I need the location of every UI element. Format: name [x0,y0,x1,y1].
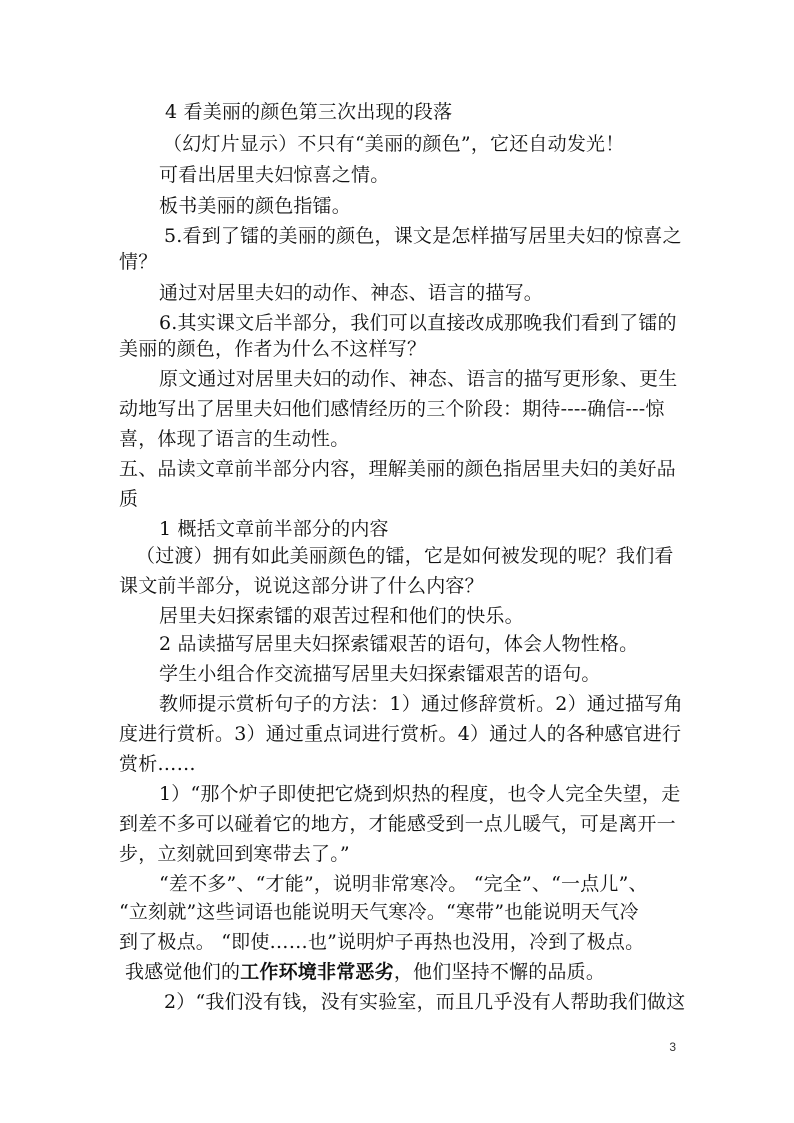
text-line: 课文前半部分，说说这部分讲了什么内容？ [119,575,484,597]
text-line: 步，立刻就回到寒带去了。” [119,843,350,865]
text-line: 到了极点。 “即使……也”说明炉子再热也没用，冷到了极点。 [119,931,645,953]
text-line: 居里夫妇探索镭的艰苦过程和他们的快乐。 [159,605,524,627]
emphasis-after: ，他们坚持不懈的品质。 [393,961,606,983]
text-line: 到差不多可以碰着它的地方，才能感受到一点儿暖气，可是离开一 [119,813,676,835]
text-line: 4 看美丽的颜色第三次出现的段落 [165,101,453,123]
text-line: 可看出居里夫妇惊喜之情。 [159,164,390,186]
text-line: 5.看到了镭的美丽的颜色，课文是怎样描写居里夫妇的惊喜之 [164,225,682,247]
text-line: 学生小组合作交流描写居里夫妇探索镭艰苦的语句。 [159,663,601,685]
text-line: 板书美丽的颜色指镭。 [159,195,352,217]
text-line: 1）“那个炉子即使把它烧到炽热的程度，也令人完全失望，走 [159,783,681,805]
text-line: 6.其实课文后半部分，我们可以直接改成那晚我们看到了镭的 [159,312,677,334]
text-line: 度进行赏析。3）通过重点词进行赏析。4）通过人的各种感官进行 [119,723,682,745]
text-line: （幻灯片显示）不只有“美丽的颜色”，它还自动发光！ [163,133,625,155]
section-heading-continued: 质 [119,488,139,510]
text-line: “差不多”、“才能”，说明非常寒冷。 “完全”、“一点儿”、 [159,873,648,895]
text-line: 动地写出了居里夫妇他们感情经历的三个阶段：期待----确信---惊 [119,398,665,420]
emphasis-line [125,960,605,984]
page-number: 3 [669,1040,676,1054]
text-line: 2）“我们没有钱，没有实验室，而且几乎没有人帮助我们做这 [164,991,686,1013]
text-line: 原文通过对居里夫妇的动作、神态、语言的描写更形象、更生 [159,368,678,390]
text-line: 喜，体现了语言的生动性。 [119,428,350,450]
text-line: 教师提示赏析句子的方法：1）通过修辞赏析。2）通过描写角 [159,693,683,715]
text-line: 2 品读描写居里夫妇探索镭艰苦的语句，体会人物性格。 [159,633,639,655]
text-line: 1 概括文章前半部分的内容 [159,518,389,540]
text-line: 情？ [119,251,158,273]
emphasis-bold: 工作环境非常恶劣 [240,961,394,983]
text-line: 美丽的颜色，作者为什么不这样写？ [119,338,427,360]
emphasis-before: 我感觉他们的 [125,961,241,983]
text-line: 赏析…… [119,753,196,775]
text-line: “立刻就”这些词语也能说明天气寒冷。“寒带”也能说明天气冷 [119,901,639,923]
section-heading: 五、品读文章前半部分内容，理解美丽的颜色指居里夫妇的美好品 [119,458,676,480]
text-line: 通过对居里夫妇的动作、神态、语言的描写。 [159,282,544,304]
text-line: （过渡）拥有如此美丽颜色的镭，它是如何被发现的呢？我们看 [136,545,674,567]
